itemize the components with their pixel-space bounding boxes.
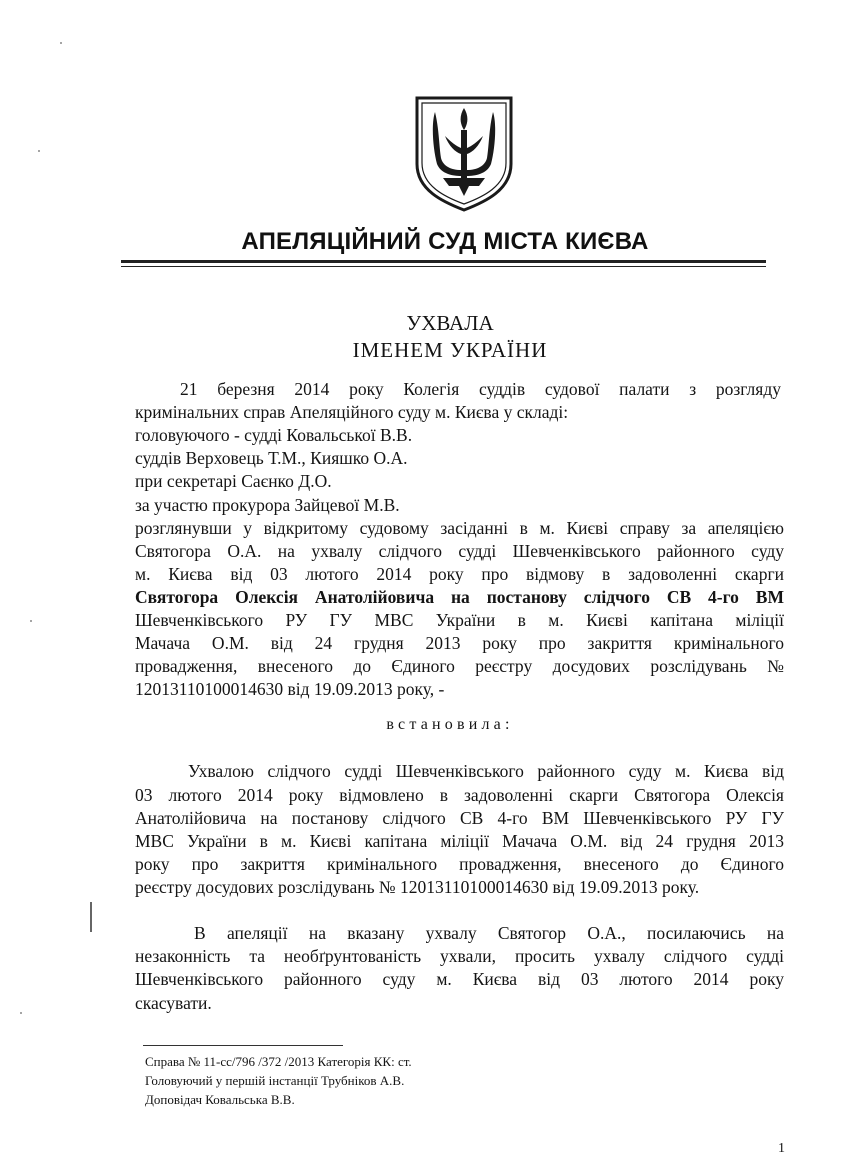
scan-speck [38, 150, 40, 152]
page-number: 1 [778, 1141, 785, 1156]
footnote-rule [143, 1045, 343, 1046]
paragraph-line: Шевченківського районного суду м. Києва від 03 лютого 2014 року [135, 969, 784, 989]
scan-speck [20, 1012, 22, 1014]
scan-speck [60, 42, 62, 44]
footnote-case: Справа № 11-сс/796 /372 /2013 Категорія КК: ст. [145, 1054, 412, 1069]
trident-emblem-icon [413, 94, 515, 212]
intro-line: Святогора Олексія Анатолійовича на постанову слідчого СВ 4-го ВМ [135, 587, 784, 607]
paragraph-line: В апеляції на вказану ухвалу Святогор О.А., посилаючись на [194, 923, 784, 943]
paragraph-line: 03 лютого 2014 року відмовлено в задоволенні скарги Святогора Олексія [135, 785, 784, 805]
paragraph-line: року про закриття кримінального провадження, внесеного до Єдиного [135, 854, 784, 874]
intro-line: кримінальних справ Апеляційного суду м. Києва у складі: [135, 402, 569, 422]
intro-line: за участю прокурора Зайцевої М.В. [135, 495, 400, 515]
paragraph-line: скасувати. [135, 993, 212, 1013]
footnote-presiding: Головуючий у першій інстанції Трубніков А.В. [145, 1073, 405, 1088]
intro-line: 21 березня 2014 року Колегія суддів судової палати з розгляду [180, 379, 781, 399]
header-rule-thin [121, 266, 766, 267]
intro-line: Шевченківського РУ ГУ МВС України в м. Києві капітана міліції [135, 610, 784, 630]
intro-line: Мачача О.М. від 24 грудня 2013 року про закриття кримінального [135, 633, 784, 653]
intro-line: суддів Верховець Т.М., Кияшко О.А. [135, 448, 408, 468]
intro-line: розглянувши у відкритому судовому засіданні в м. Києві справу за апеляцією [135, 518, 784, 538]
document-subtitle: ІМЕНЕМ УКРАЇНИ [352, 338, 548, 362]
intro-line: при секретарі Саєнко Д.О. [135, 471, 332, 491]
intro-line: провадження, внесеного до Єдиного реєстру досудових розслідувань № [135, 656, 784, 676]
scan-speck [30, 620, 32, 622]
paragraph-line: Ухвалою слідчого судді Шевченківського районного суду м. Києва від [188, 761, 784, 781]
intro-line: головуючого - судді Ковальської В.В. [135, 425, 413, 445]
intro-line: 12013110100014630 від 19.09.2013 року, - [135, 679, 445, 699]
paragraph-line: незаконність та необґрунтованість ухвали, просить ухвалу слідчого судді [135, 946, 784, 966]
document-type: УХВАЛА [406, 311, 494, 335]
scan-mark [90, 902, 92, 932]
header-rule [121, 260, 766, 263]
section-heading: встановила: [386, 716, 514, 733]
intro-line: Святогора О.А. на ухвалу слідчого судді Шевченківського районного суду [135, 541, 784, 561]
paragraph-line: реєстру досудових розслідувань № 12013110100014630 від 19.09.2013 року. [135, 877, 700, 897]
court-name: АПЕЛЯЦІЙНИЙ СУД МІСТА КИЄВА [241, 228, 649, 255]
paragraph-line: Анатолійовича на постанову слідчого СВ 4-го ВМ Шевченківського РУ ГУ [135, 808, 784, 828]
intro-line: м. Києва від 03 лютого 2014 року про відмову в задоволенні скарги [135, 564, 784, 584]
footnote-reporter: Доповідач Ковальська В.В. [145, 1092, 295, 1107]
paragraph-line: МВС України в м. Києві капітана міліції Мачача О.М. від 24 грудня 2013 [135, 831, 784, 851]
